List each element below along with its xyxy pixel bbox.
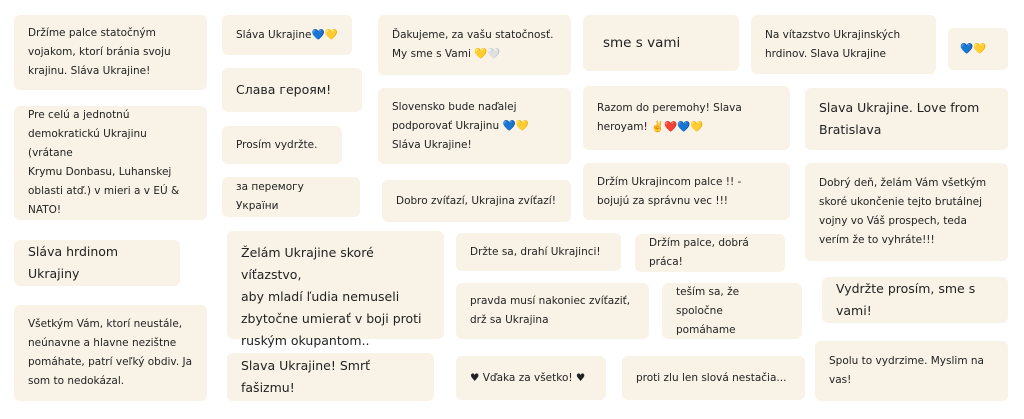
message-text: Držte sa, drahí Ukrajinci! — [470, 245, 601, 258]
message-card — [378, 15, 571, 75]
message-text: Ďakujeme, za vašu statočnosť. My sme s Vami 💛🤍 — [392, 29, 554, 60]
message-card — [222, 15, 352, 55]
message-text: Prosím vydržte. — [236, 138, 318, 151]
message-text: Razom do peremohy! Slava heroyam! ✌️❤️💙💛 — [597, 102, 742, 133]
message-text: за перемогу України — [236, 181, 304, 212]
message-card — [805, 163, 1008, 261]
message-card — [456, 283, 649, 339]
message-text: Sláva Ukrajine💙💛 — [236, 28, 338, 41]
message-text: Všetkým Vám, ktorí neustále, neúnavne a hlavne nezištne pomáhate, patrí veľký obdiv. Ja som to nedokázal. — [28, 318, 193, 387]
message-card — [382, 180, 571, 222]
message-text: Želám Ukrajine skoré víťazstvo, aby mladí ľudia nemuseli zbytočne umierať v boji proti ruským okupantom.. — [241, 245, 422, 348]
message-text: Dobro zvíťazí, Ukrajina zvíťazí! — [396, 194, 556, 207]
message-text: teším sa, že spoločne pomáhame — [676, 285, 740, 336]
message-text: Držíme palce statočným vojakom, ktorí bránia svoju krajinu. Sláva Ukrajine! — [28, 27, 171, 77]
message-card — [222, 126, 342, 164]
message-text: proti zlu len slová nestačia... — [636, 371, 787, 384]
message-card — [227, 231, 444, 348]
message-card — [222, 177, 360, 217]
message-card — [815, 341, 1008, 401]
message-card — [622, 356, 805, 400]
message-card — [583, 15, 739, 71]
message-card — [14, 15, 207, 90]
message-card — [14, 106, 207, 220]
message-card — [222, 68, 362, 112]
message-text: 💙💛 — [960, 42, 987, 55]
message-text: Slava Ukrajine! Smrť fašizmu! — [241, 358, 370, 395]
message-text: Slovensko bude naďalej podporovať Ukrajinu 💙💛 Sláva Ukrajine! — [392, 100, 529, 151]
message-card — [805, 88, 1008, 150]
message-text: Dobrý deň, želám Vám všetkým skoré ukončenie tejto brutálnej vojny vo Váš prospech, teda verím že to vyhráte!!! — [819, 177, 987, 246]
message-card — [378, 88, 571, 164]
message-card — [227, 353, 434, 401]
message-card — [14, 305, 207, 401]
message-text: Vydržte prosím, sme s vami! — [836, 281, 976, 318]
message-text: ♥ Vďaka za všetko! ♥ — [470, 371, 586, 384]
message-card — [948, 28, 1008, 70]
message-card — [456, 356, 606, 400]
message-card — [583, 163, 790, 220]
message-text: Sláva hrdinom Ukrajiny — [28, 244, 119, 281]
message-text: Držím palce, dobrá práca! — [649, 237, 749, 268]
message-card — [14, 240, 180, 286]
message-text: Слава героям! — [236, 82, 332, 97]
message-text: Na vítazstvo Ukrajinských hrdinov. Slava Ukrajine — [765, 28, 901, 60]
message-text: Držím Ukrajincom palce !! - bojujú za správnu vec !!! — [597, 175, 742, 207]
message-text: Pre celú a jednotnú demokratickú Ukrajinu (vrátane Krymu Donbasu, Luhanskej oblasti atď.) v mieri a v EÚ & NATO! — [28, 109, 180, 216]
message-card — [456, 233, 621, 271]
message-card — [662, 283, 802, 339]
message-text: pravda musí nakoniec zvíťaziť, drž sa Ukrajina — [470, 295, 631, 326]
message-card — [635, 234, 785, 272]
message-text: Spolu to vydrzime. Myslim na vas! — [829, 355, 984, 386]
message-card — [583, 86, 790, 150]
message-text: Slava Ukrajine. Love from Bratislava — [819, 100, 980, 137]
message-card — [822, 277, 1008, 323]
message-text: sme s vami — [603, 35, 681, 51]
message-card — [751, 15, 936, 74]
